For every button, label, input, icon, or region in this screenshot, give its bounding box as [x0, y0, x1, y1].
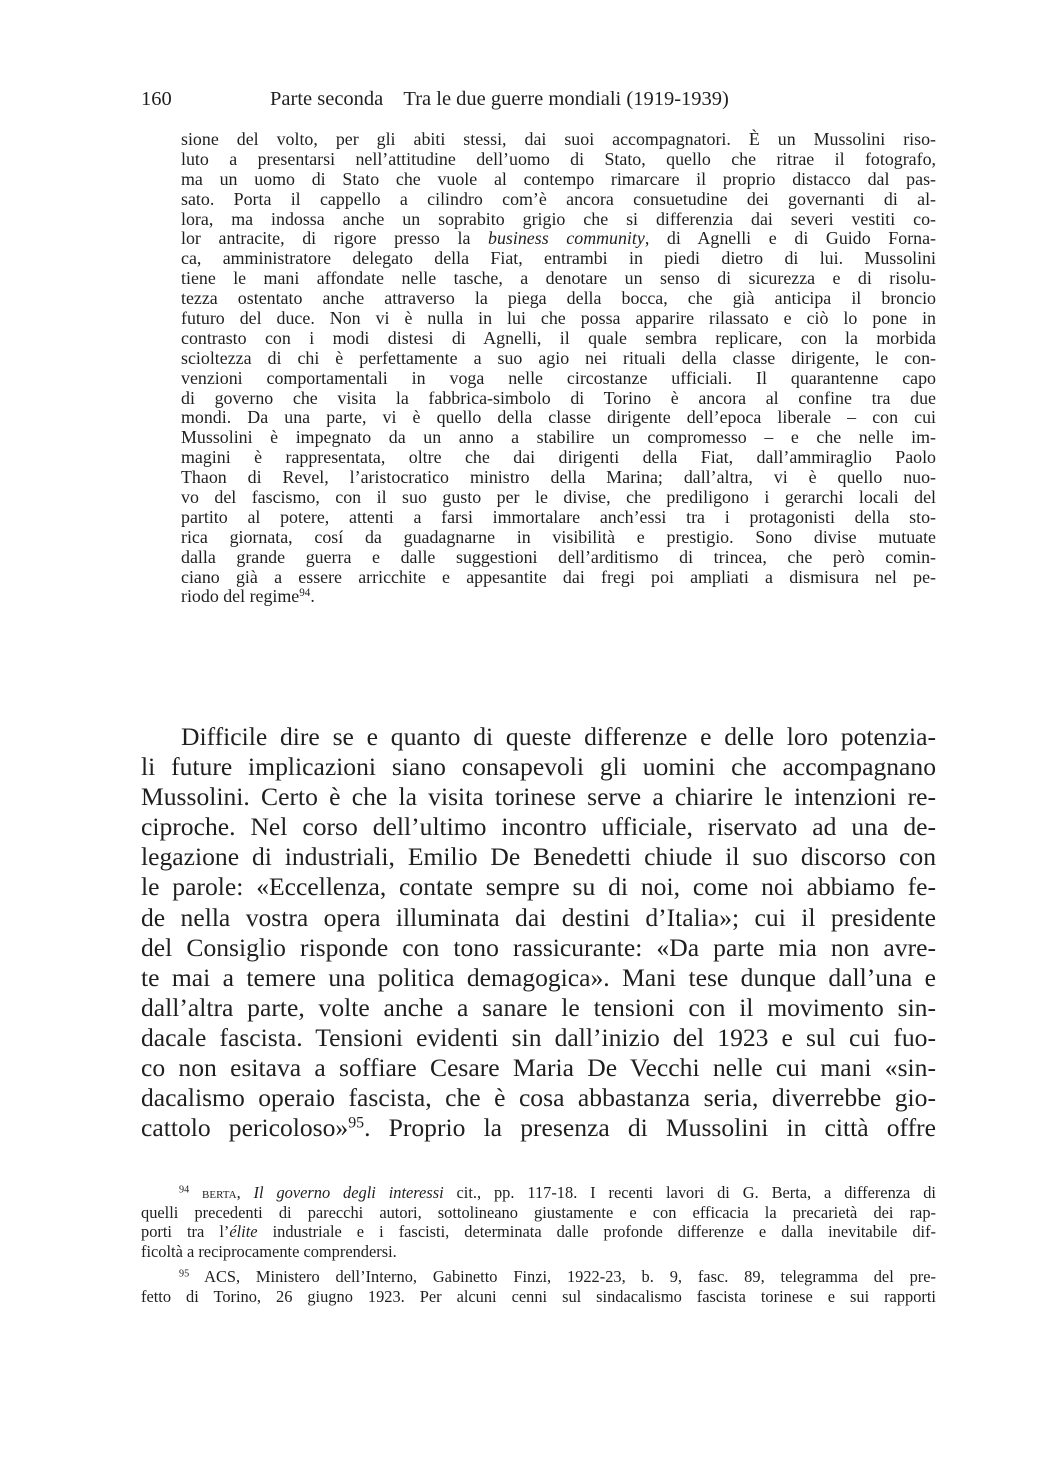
quote-line: futuro del duce. Non vi è nulla in lui che possa apparire rilassato e ciò lo pone in — [181, 308, 936, 329]
footnote-text: porti tra l’ — [141, 1222, 230, 1242]
quote-line: sione del volto, per gli abiti stessi, dai suoi accompagnatori. È un Mussolini riso- — [181, 129, 936, 149]
quote-text: riodo del regime — [181, 586, 300, 607]
quote-line: rica giornata, cosí da guadagnarne in visibilità e prestigio. Sono divise mutuate — [181, 526, 936, 547]
footnote-author: berta — [202, 1183, 237, 1202]
footnote-text: industriale e i fascisti, determinata dalle profonde differenze e dalla inevitabile dif- — [257, 1222, 936, 1242]
body-paragraph — [141, 722, 936, 1143]
quote-line: mondi. Da una parte, vi è quello della classe dirigente dell’epoca liberale – con cui — [181, 407, 936, 428]
body-text: cattolo pericoloso» — [141, 1113, 349, 1143]
quote-line: ciano già a essere arricchite e appesantite dai fregi poi ampliati a dismisura nel pe- — [181, 566, 936, 587]
quote-line — [181, 587, 936, 607]
footnote-text: cit., pp. 117-18. I recenti lavori di G. Berta, a differenza di — [443, 1183, 936, 1202]
page-number: 160 — [141, 88, 172, 110]
running-head — [141, 84, 941, 114]
quote-text: . — [310, 586, 315, 607]
footnote-line — [141, 1222, 936, 1242]
body-line: dacalismo operaio fascista, che è cosa abbastanza seria, diverrebbe gio- — [141, 1083, 936, 1113]
footnote-line: $^{94}$ berta, Il governo degli interessi cit., pp. 117-18. I recenti lavori di G. Berta, a differenza di — [179, 1183, 936, 1202]
body-line: le parole: «Eccellenza, contate sempre su di noi, come noi abbiamo fe- — [141, 872, 936, 902]
footnote-94 — [141, 1183, 936, 1261]
quote-line: ca, amministratore delegato della Fiat, entrambi in piedi dietro di lui. Mussolini — [181, 248, 936, 269]
footnote-text: ACS, Ministero dell’Interno, Gabinetto Finzi, 1922-23, b. 9, fasc. 89, telegramma del pre- — [189, 1267, 936, 1287]
body-text: . Proprio la presenza di Mussolini in città offre — [364, 1113, 937, 1143]
quote-line — [181, 229, 936, 249]
quote-line: scioltezza di chi è perfettamente a suo agio nei rituali della classe dirigente, le con- — [181, 347, 936, 368]
quote-line: vo del fascismo, con il suo gusto per le divise, che prediligono i gerarchi locali del — [181, 487, 936, 508]
body-line: legazione di industriali, Emilio De Benedetti chiude il suo discorso con — [141, 842, 936, 872]
body-line: co non esitava a soffiare Cesare Maria De Vecchi nelle cui mani «sin- — [141, 1053, 936, 1083]
quote-text: , di Agnelli e di Guido Forna- — [644, 228, 936, 249]
quote-line: tezza ostentato anche attraverso la piega della bocca, che già anticipa il broncio — [181, 288, 936, 309]
italic-phrase: business community — [488, 228, 645, 249]
running-title: Parte seconda Tra le due guerre mondiali (1919-1939) — [270, 88, 729, 110]
quote-line: luto a presentarsi nell’attitudine dell’uomo di Stato, quello che ritrae il fotografo, — [181, 148, 936, 169]
footnote-line: quelli precedenti di parecchi autori, sottolineano giustamente e con efficacia la precarietà dei rap- — [141, 1202, 936, 1222]
footnote-ref-95[interactable]: 95 — [348, 1114, 365, 1132]
body-line: ciproche. Nel corso dell’ultimo incontro ufficiale, riservato ad una de- — [141, 812, 936, 842]
quote-line: Thaon di Revel, l’aristocratico ministro della Marina; dall’altra, vi è quello nuo- — [181, 467, 936, 488]
body-line: de nella vostra opera illuminata dai destini d’Italia»; cui il presidente — [141, 902, 936, 932]
quote-line: contrasto con i modi distesi di Agnelli, il quale sembra replicare, con la morbida — [181, 327, 936, 348]
body-line: li future implicazioni siano consapevoli gli uomini che accompagnano — [141, 752, 936, 782]
body-line: dacale fascista. Tensioni evidenti sin dall’inizio del 1923 e sul cui fuo- — [141, 1022, 936, 1052]
footnote-marker: 94 — [179, 1184, 190, 1196]
footnote-title: Il governo degli interessi — [253, 1183, 444, 1202]
body-line — [141, 1113, 936, 1143]
quote-line: ma un uomo di Stato che vuole al contempo rimarcare il proprio distacco dal pas- — [181, 168, 936, 189]
footnotes — [141, 1183, 936, 1307]
quote-line: magini è rappresentata, oltre che dai dirigenti della Fiat, dall’ammiraglio Paolo — [181, 447, 936, 468]
footnote-marker: 95 — [179, 1268, 190, 1280]
quote-line: Mussolini è impegnato da un anno a stabilire un compromesso – e che nelle im- — [181, 427, 936, 448]
body-line: del Consiglio risponde con tono rassicurante: «Da parte mia non avre- — [141, 932, 936, 962]
quote-line: tiene le mani affondate nelle tasche, a denotare un senso di sicurezza e di risolu- — [181, 268, 936, 289]
footnote-line: fetto di Torino, 26 giugno 1923. Per alcuni cenni sul sindacalismo fascista torinese e sui rapporti — [141, 1286, 936, 1306]
quote-line: lora, ma indossa anche un soprabito grigio che si differenzia dai severi vestiti co- — [181, 208, 936, 229]
quote-text: lor antracite, di rigore presso la — [181, 228, 489, 249]
quote-line: venzioni comportamentali in voga nelle circostanze ufficiali. Il quarantenne capo — [181, 367, 936, 388]
quote-line: partito al potere, attenti a farsi immortalare anch’essi tra i protagonisti della sto- — [181, 506, 936, 527]
quote-line: dalla grande guerra e dalle suggestioni dell’arditismo di trincea, che però comin- — [181, 546, 936, 567]
quote-line: di governo che visita la fabbrica-simbolo di Torino è ancora al confine tra due — [181, 387, 936, 408]
footnote-ref-94[interactable]: 94 — [299, 587, 311, 600]
body-line: Difficile dire se e quanto di queste differenze e delle loro potenzia- — [181, 722, 936, 751]
body-line: dall’altra parte, volte anche a sanare le tensioni con il movimento sin- — [141, 992, 936, 1022]
body-line: Mussolini. Certo è che la visita torinese serve a chiarire le intenzioni re- — [141, 782, 936, 812]
block-quote — [181, 130, 936, 607]
footnote-95 — [141, 1267, 936, 1306]
footnote-line: ficoltà a reciprocamente comprendersi. — [141, 1241, 397, 1261]
footnote-line — [141, 1267, 936, 1287]
quote-line: sato. Porta il cappello a cilindro com’è ancora consuetudine dei governanti di al- — [181, 188, 936, 209]
body-line: te mai a temere una politica demagogica». Mani tese dunque dall’una e — [141, 962, 936, 992]
footnote-italic: élite — [229, 1222, 258, 1242]
